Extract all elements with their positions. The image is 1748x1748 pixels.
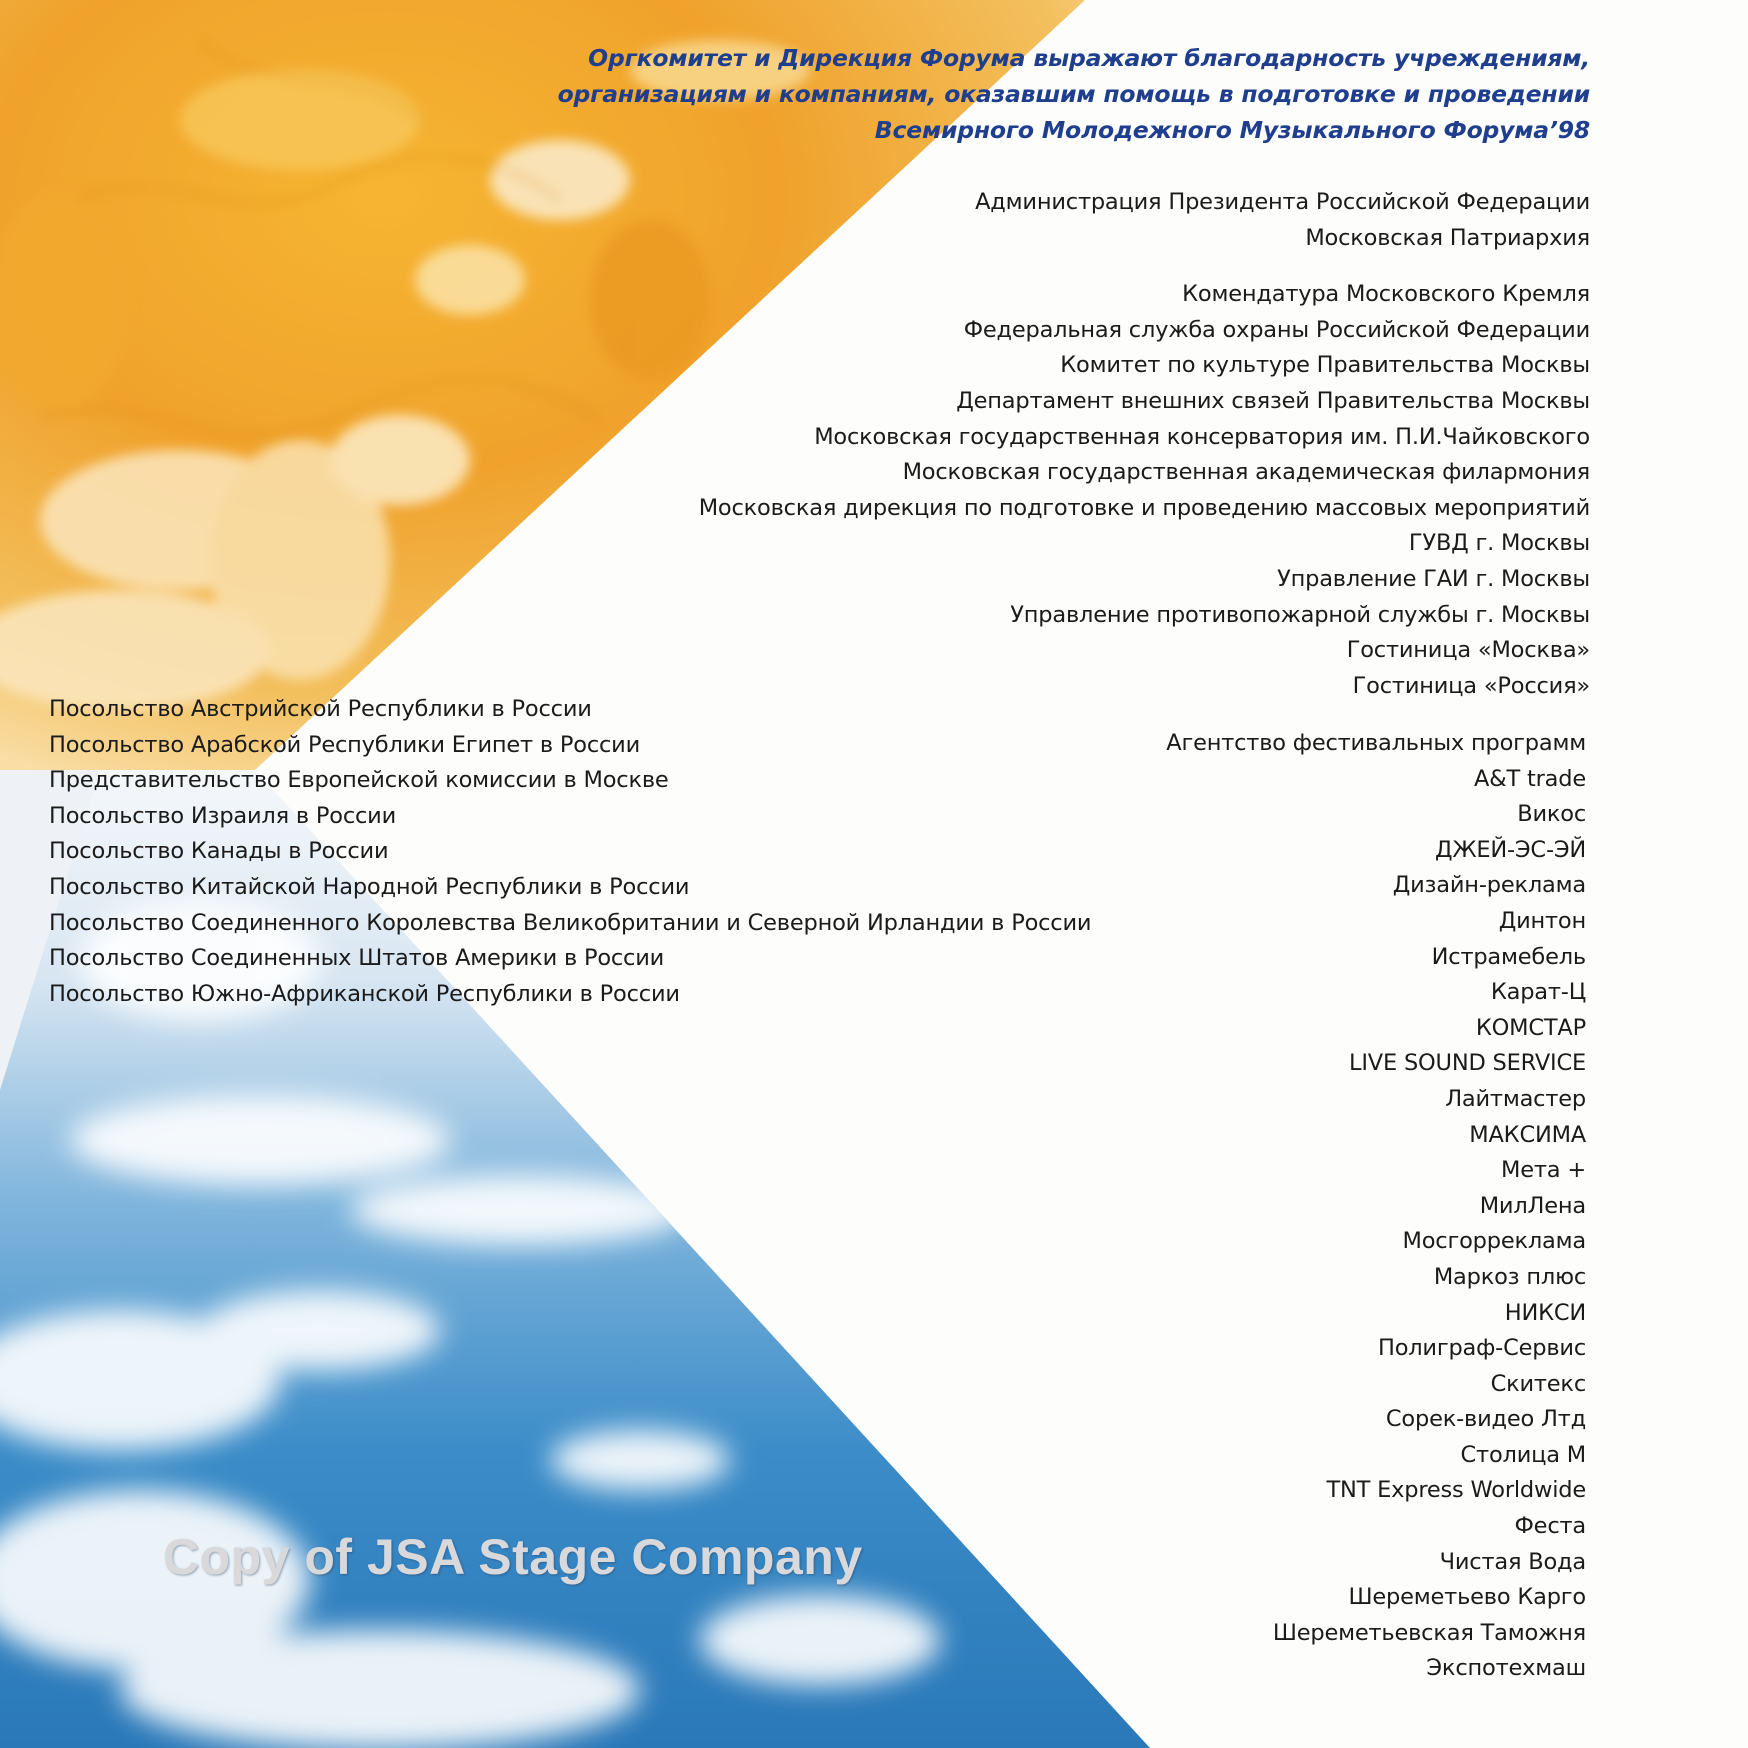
list-item: МАКСИМА xyxy=(1469,1121,1586,1148)
list-item: Администрация Президента Российской Федерации xyxy=(975,189,1590,215)
list-item: Столица М xyxy=(1460,1441,1586,1468)
list-item: Посольство Австрийской Республики в России xyxy=(49,696,592,722)
list-item: Дизайн-реклама xyxy=(1392,872,1586,899)
list-item: КОМСТАР xyxy=(1475,1014,1586,1041)
list-item: Посольство Соединенного Королевства Великобритании и Северной Ирландии в России xyxy=(49,909,1092,936)
list-item: Управление противопожарной службы г. Москвы xyxy=(1010,601,1590,628)
list-item: Управление ГАИ г. Москвы xyxy=(1277,565,1590,592)
list-item: Московская дирекция по подготовке и проведению массовых мероприятий xyxy=(698,494,1590,521)
list-item: Московская государственная академическая филармония xyxy=(902,459,1590,486)
institutions-list xyxy=(699,185,1590,704)
list-item: Посольство Китайской Народной Республики в России xyxy=(49,873,690,900)
list-item: TNT Express Worldwide xyxy=(1326,1477,1586,1504)
list-item: Динтон xyxy=(1498,907,1586,934)
list-item: Чистая Вода xyxy=(1439,1548,1586,1575)
gratitude-heading xyxy=(558,40,1590,148)
list-item: Посольство Канады в России xyxy=(49,838,389,865)
list-item: Посольство Южно-Африканской Республики в России xyxy=(49,980,680,1007)
list-item: Федеральная служба охраны Российской Федерации xyxy=(963,316,1590,343)
list-item: ГУВД г. Москвы xyxy=(1408,530,1590,557)
list-item: Маркоз плюс xyxy=(1433,1263,1586,1290)
list-item: Комендатура Московского Кремля xyxy=(1182,281,1590,308)
list-item: LIVE SOUND SERVICE xyxy=(1349,1050,1586,1077)
list-item: Посольство Соединенных Штатов Америки в России xyxy=(49,945,665,972)
list-item: ДЖЕЙ-ЭС-ЭЙ xyxy=(1434,836,1586,863)
list-item: A&T trade xyxy=(1473,765,1586,792)
heading-line: организациям и компаниям, оказавшим помощь в подготовке и проведении xyxy=(557,80,1590,108)
list-item: Департамент внешних связей Правительства Москвы xyxy=(956,387,1590,414)
list-item: Посольство Арабской Республики Египет в России xyxy=(49,731,641,758)
list-item: Лайтмастер xyxy=(1445,1085,1586,1112)
list-item: Гостиница «Россия» xyxy=(1352,672,1590,699)
list-item: Шереметьевская Таможня xyxy=(1272,1619,1586,1646)
embassies-list xyxy=(49,692,1091,1012)
list-item: Викос xyxy=(1517,801,1586,828)
list-item: Истрамебель xyxy=(1431,943,1586,970)
heading-line: Оргкомитет и Дирекция Форума выражают благодарность учреждениям, xyxy=(588,44,1590,72)
list-item: Скитекс xyxy=(1490,1370,1586,1397)
list-item: Карат-Ц xyxy=(1490,979,1586,1006)
list-item: Феста xyxy=(1514,1513,1586,1540)
list-item: Экспотехмаш xyxy=(1426,1655,1586,1682)
list-item: Московская Патриархия xyxy=(1305,224,1590,251)
list-item: Гостиница «Москва» xyxy=(1346,637,1590,664)
list-item: Полиграф-Сервис xyxy=(1377,1335,1586,1362)
copy-watermark: Copy of JSA Stage Company xyxy=(163,1529,863,1585)
companies-list xyxy=(1166,726,1586,1687)
list-item: Шереметьево Карго xyxy=(1348,1584,1586,1611)
list-item: Посольство Израиля в России xyxy=(49,802,397,829)
list-item: Сорек-видео Лтд xyxy=(1385,1406,1586,1433)
list-item: Агентство фестивальных программ xyxy=(1166,730,1586,756)
list-item: Мосгорреклама xyxy=(1402,1228,1586,1255)
list-item: НИКСИ xyxy=(1504,1299,1586,1326)
list-item: МилЛена xyxy=(1479,1192,1586,1219)
heading-line: Всемирного Молодежного Музыкального Форума’98 xyxy=(874,116,1590,144)
list-item: Представительство Европейской комиссии в Москве xyxy=(49,767,669,794)
list-item: Мета + xyxy=(1501,1157,1586,1184)
list-item: Комитет по культуре Правительства Москвы xyxy=(1060,352,1590,379)
list-gap xyxy=(699,256,1590,277)
list-item: Московская государственная консерватория им. П.И.Чайковского xyxy=(814,423,1590,450)
